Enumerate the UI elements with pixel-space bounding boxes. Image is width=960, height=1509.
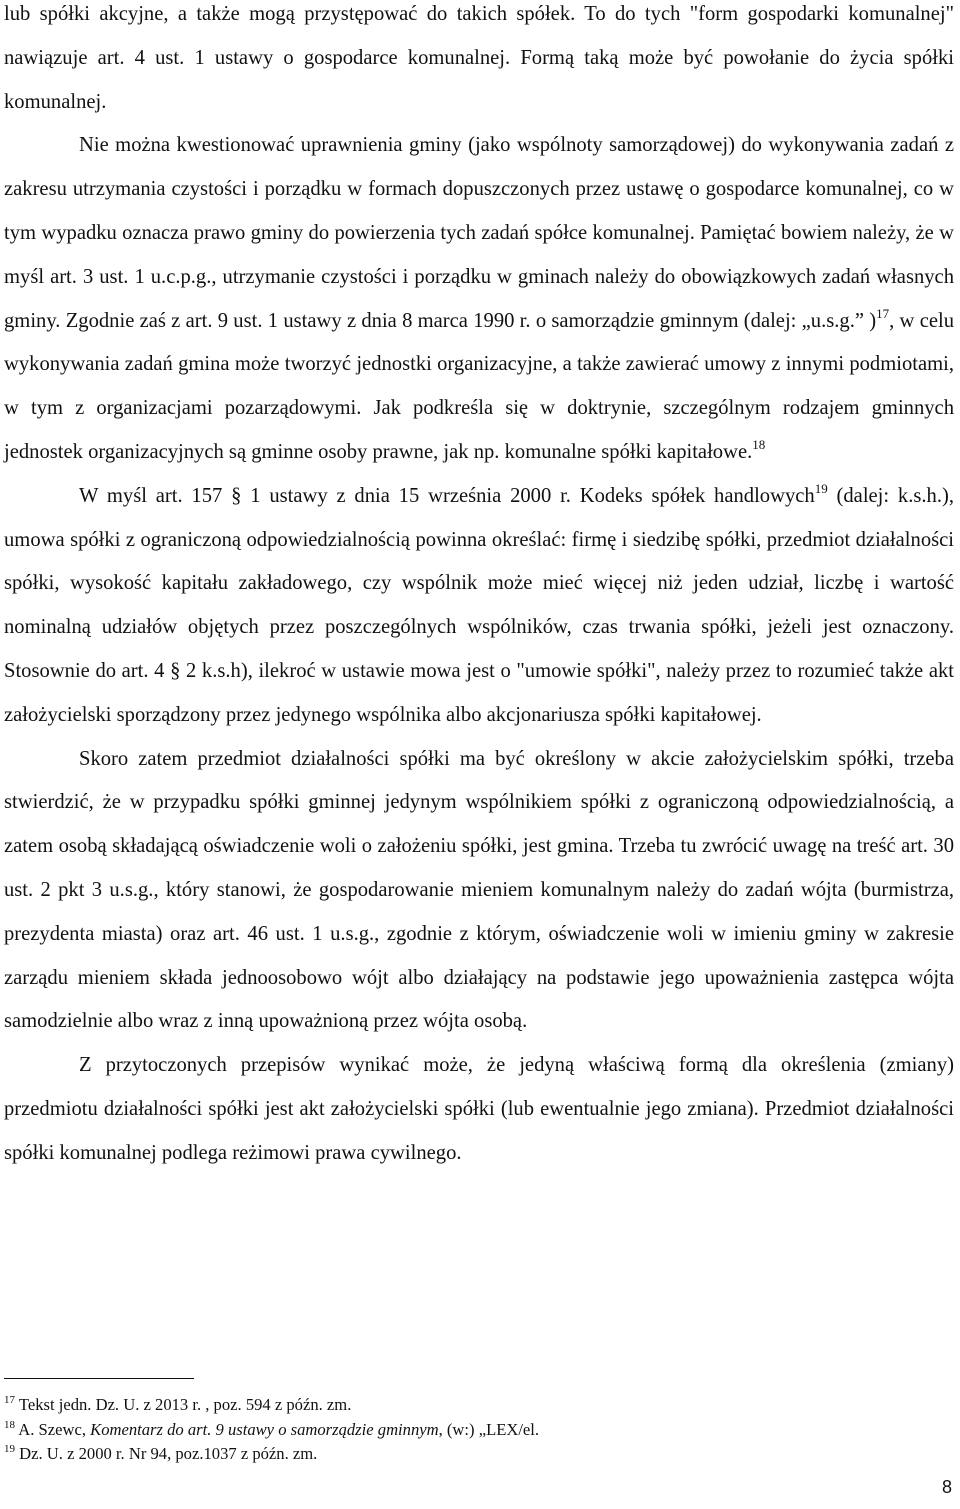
footnote-text: Dz. U. z 2000 r. Nr 94, poz.1037 z późn. zm. (19, 1444, 318, 1464)
footnote-ref-19: 19 (814, 480, 828, 496)
footnote-text: Tekst jedn. Dz. U. z 2013 r. , poz. 594 z późn. zm. (18, 1395, 352, 1414)
footnote-number: 19 (4, 1443, 15, 1456)
p1-text: lub spółki akcyjne, a także mogą przystępować do takich spółek. To do tych "form gospodarki komunalnej" nawiązuje art. 4 ust. 1 ustawy o gospodarce komunalnej. Formą taką może być powołanie do życia spółki komunalnej. (4, 3, 954, 113)
footnote-number: 17 (4, 1394, 15, 1406)
body-text (4, 0, 954, 1176)
footnote-text-author: A. Szewc, (18, 1419, 91, 1439)
footnote-number: 18 (4, 1418, 15, 1431)
footnote-text-source: , (w:) „LEX/el. (438, 1419, 540, 1439)
p2-text-b: , w celu wykonywania zadań gmina może tworzyć jednostki organizacyjne, a także zawierać umowy z innymi podmiotami, w tym z organizacjami pozarządowymi. Jak podkreśla się w doktrynie, szczególnym rodzajem gminnych jednostek organizacyjnych są gminne osoby prawne, jak np. komunalne spółki kapitałowe. (4, 309, 954, 463)
paragraph-4 (4, 738, 954, 1045)
p4-text: Skoro zatem przedmiot działalności spółki ma być określony w akcie założycielskim spółki, trzeba stwierdzić, że w przypadku spółki gminnej jedynym wspólnikiem spółki z ograniczoną odpowiedzialnością, a zatem osobą składającą oświadczenie woli o założeniu spółki, jest gmina. Trzeba tu zwrócić uwagę na treść art. 30 ust. 2 pkt 3 u.s.g., który stanowi, że gospodarowanie mieniem komunalnym należy do zadań wójta (burmistrza, prezydenta miasta) oraz art. 46 ust. 1 u.s.g., zgodnie z którym, oświadczenie woli w imieniu gminy w zakresie zarządu mieniem składa jednoosobowo wójt albo działający na podstawie jego upoważnienia zastępca wójta samodzielnie albo wraz z inną upoważnioną przez wójta osobą. (4, 747, 954, 1033)
p3-text-b: (dalej: k.s.h.), umowa spółki z ograniczoną odpowiedzialnością powinna określać: firmę i siedzibę spółki, przedmiot działalności spółki, wysokość kapitału zakładowego, czy wspólnik może mieć więcej niż jeden udział, liczbę i wartość nominalną udziałów objętych przez poszczególnych wspólników, czas trwania spółki, jeżeli jest oznaczony. Stosownie do art. 4 § 2 k.s.h), ilekroć w ustawie mowa jest o "umowie spółki", należy przez to rozumieć także akt założycielski sporządzony przez jedynego wspólnika albo akcjonariusza spółki kapitałowej. (4, 484, 954, 726)
p5-text: Z przytoczonych przepisów wynikać może, że jedyną właściwą formą dla określenia (zmiany) przedmiotu działalności spółki jest akt założycielski spółki (lub ewentualnie jego zmiana). Przedmiot działalności spółki komunalnej podlega reżimowi prawa cywilnego. (4, 1054, 954, 1164)
footnotes (4, 1393, 944, 1467)
footnote-17 (4, 1393, 944, 1418)
footnote-19 (4, 1442, 944, 1467)
footnote-ref-17: 17 (876, 305, 890, 321)
footnote-18 (4, 1418, 944, 1443)
page-number: 8 (941, 1477, 952, 1497)
p2-text-a: Nie można kwestionować uprawnienia gminy (jako wspólnoty samorządowej) do wykonywania zadań z zakresu utrzymania czystości i porządku w formach dopuszczonych przez ustawę o gospodarce komunalnej, co w tym wypadku oznacza prawo gminy do powierzenia tych zadań spółce komunalnej. Pamiętać bowiem należy, że w myśl art. 3 ust. 1 u.c.p.g., utrzymanie czystości i porządku w gminach należy do obowiązkowych zadań własnych gminy. Zgodnie zaś z art. 9 ust. 1 ustawy z dnia 8 marca 1990 r. o samorządzie gminnym (dalej: „u.s.g.” ) (4, 134, 954, 332)
paragraph-1 (4, 0, 954, 124)
footnote-separator (4, 1378, 194, 1379)
footnote-text-title: Komentarz do art. 9 ustawy o samorządzie gminnym (90, 1419, 439, 1439)
paragraph-3 (4, 475, 954, 738)
p3-text-a: W myśl art. 157 § 1 ustawy z dnia 15 września 2000 r. Kodeks spółek handlowych (79, 484, 815, 507)
footnote-ref-18: 18 (752, 436, 766, 452)
paragraph-5 (4, 1044, 954, 1175)
paragraph-2 (4, 124, 954, 474)
